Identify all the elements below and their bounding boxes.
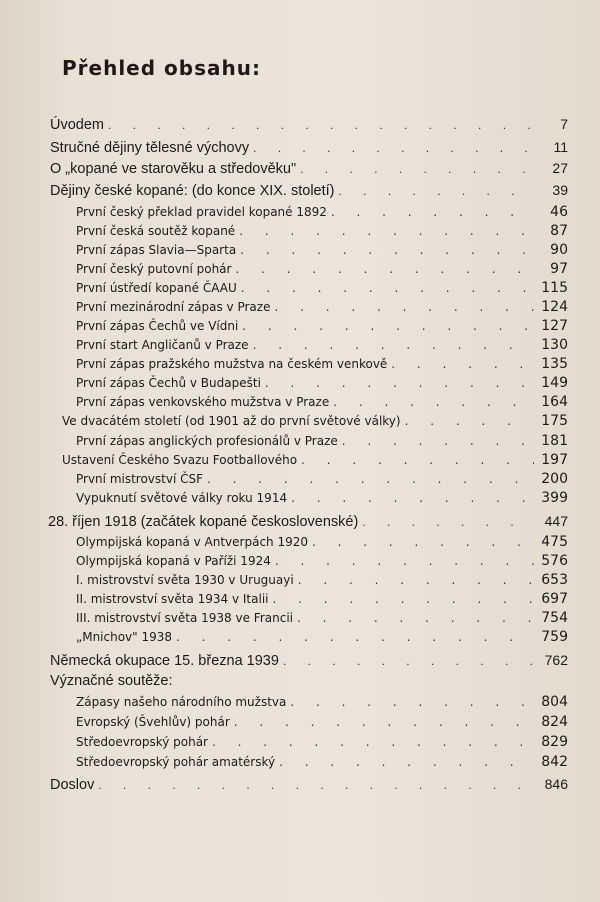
toc-entry-page: 754 <box>541 610 568 626</box>
leader-dots <box>253 338 534 352</box>
toc-subentry <box>76 714 568 730</box>
toc-entry-title: Středoevropský pohár amatérský <box>76 755 276 769</box>
toc-entry-page: 475 <box>541 534 568 550</box>
toc-subentry <box>76 433 568 449</box>
toc-entry <box>50 116 568 133</box>
leader-dots <box>300 162 534 176</box>
toc-entry-page: 824 <box>541 714 568 730</box>
toc-entry-title: Doslov <box>50 777 95 793</box>
toc-entry-title: I. mistrovství světa 1930 v Uruguayi <box>76 573 294 587</box>
toc-subentry <box>62 452 568 468</box>
toc-entry-title: Stručné dějiny tělesné výchovy <box>50 140 250 156</box>
leader-dots <box>342 434 534 448</box>
toc-subentry <box>76 204 568 220</box>
toc-subentry <box>62 413 568 429</box>
section-heading: Význačné soutěže: <box>50 673 173 689</box>
leader-dots <box>274 300 534 314</box>
toc-entry-page: 804 <box>541 694 568 710</box>
toc-entry-title: Olympijská kopaná v Antverpách 1920 <box>76 535 309 549</box>
toc-entry-title: Úvodem <box>50 117 104 133</box>
toc-subentry <box>76 394 568 410</box>
toc-entry-page: 653 <box>541 572 568 588</box>
toc-entry <box>50 182 568 199</box>
leader-dots <box>108 118 534 132</box>
leader-dots <box>391 357 534 371</box>
toc-subentry <box>76 318 568 334</box>
leader-dots <box>405 414 534 428</box>
leader-dots <box>234 715 534 729</box>
toc-entry-title: Německá okupace 15. března 1939 <box>50 653 279 669</box>
toc-subentry <box>76 299 568 315</box>
toc-entry-page: 124 <box>541 299 568 315</box>
toc-entry <box>50 160 568 177</box>
leader-dots <box>291 491 534 505</box>
toc-entry-page: 135 <box>541 356 568 372</box>
toc-entry-title: První česká soutěž kopané <box>76 224 236 238</box>
toc-entry-title: Ustavení Českého Svazu Footballového <box>62 453 298 467</box>
leader-dots <box>275 554 534 568</box>
toc-entry-page: 399 <box>541 490 568 506</box>
toc-entry-page: 90 <box>550 242 568 258</box>
toc-entry-title: O „kopané ve starověku a středověku" <box>50 161 297 177</box>
leader-dots <box>176 630 534 644</box>
toc-entry-page: 697 <box>541 591 568 607</box>
toc-entry-title: Zápasy našeho národního mužstva <box>76 695 287 709</box>
toc-entry-title: První zápas Čechů v Budapešti <box>76 376 261 390</box>
toc-subentry <box>76 280 568 296</box>
leader-dots <box>273 592 535 606</box>
leader-dots <box>235 262 534 276</box>
toc-subentry <box>76 553 568 569</box>
toc-entry-page: 130 <box>541 337 568 353</box>
leader-dots <box>283 654 534 668</box>
toc-entry-title: III. mistrovství světa 1938 ve Francii <box>76 611 293 625</box>
toc-entry <box>50 776 568 793</box>
leader-dots <box>242 319 534 333</box>
toc-subentry <box>76 223 568 239</box>
leader-dots <box>207 472 534 486</box>
toc-entry-page: 127 <box>541 318 568 334</box>
leader-dots <box>301 453 534 467</box>
toc-subentry <box>76 490 568 506</box>
toc-entry-title: Dějiny české kopané: (do konce XIX. století) <box>50 183 335 199</box>
toc-entry-page: 97 <box>550 261 568 277</box>
toc-subentry <box>76 610 568 626</box>
leader-dots <box>339 184 534 198</box>
toc-entry-page: 39 <box>552 182 568 198</box>
leader-dots <box>265 376 534 390</box>
toc-entry-title: II. mistrovství světa 1934 v Italii <box>76 592 269 606</box>
toc-entry-title: První český putovní pohár <box>76 262 232 276</box>
toc-entry-title: První zápas Slavia—Sparta <box>76 243 237 257</box>
leader-dots <box>298 573 534 587</box>
toc-entry-title: Olympijská kopaná v Paříži 1924 <box>76 554 271 568</box>
leader-dots <box>331 205 534 219</box>
toc-entry-title: Evropský (Švehlův) pohár <box>76 715 230 729</box>
leader-dots <box>297 611 534 625</box>
toc-subentry <box>76 694 568 710</box>
toc-subentry <box>76 591 568 607</box>
toc-entry-page: 115 <box>541 280 568 296</box>
toc-subentry <box>76 261 568 277</box>
toc-entry <box>50 139 568 156</box>
toc-entry-title: První mistrovství ČSF <box>76 472 204 486</box>
toc-entry <box>50 652 568 669</box>
leader-dots <box>239 224 534 238</box>
toc-entry-page: 11 <box>553 139 568 155</box>
leader-dots <box>253 141 534 155</box>
toc-entry-title: První zápas pražského mužstva na českém venkově <box>76 357 388 371</box>
toc-entry-title: První český překlad pravidel kopané 1892 <box>76 205 327 219</box>
toc-subentry <box>76 572 568 588</box>
toc-subentry <box>76 242 568 258</box>
leader-dots <box>212 735 534 749</box>
leader-dots <box>98 778 534 792</box>
toc-entry <box>48 513 568 530</box>
toc-entry-page: 149 <box>541 375 568 391</box>
leader-dots <box>290 695 534 709</box>
toc-entry-title: Ve dvacátém století (od 1901 až do první světové války) <box>62 414 401 428</box>
leader-dots <box>333 395 534 409</box>
toc-subentry <box>76 337 568 353</box>
toc-entry-page: 759 <box>541 629 568 645</box>
toc-subentry <box>76 375 568 391</box>
toc-entry-page: 87 <box>550 223 568 239</box>
leader-dots <box>240 243 534 257</box>
toc-entry-page: 829 <box>541 734 568 750</box>
leader-dots <box>279 755 534 769</box>
toc-entry-page: 846 <box>544 776 568 792</box>
toc-entry-page: 842 <box>541 754 568 770</box>
toc-entry-title: První zápas anglických profesionálů v Praze <box>76 434 338 448</box>
toc-entry-page: 181 <box>541 433 568 449</box>
toc-subentry <box>76 629 568 645</box>
toc-entry-title: První mezinárodní zápas v Praze <box>76 300 271 314</box>
toc-entry-title: „Mnichov" 1938 <box>76 630 173 644</box>
toc-subentry <box>76 471 568 487</box>
toc-entry-title: První zápas venkovského mužstva v Praze <box>76 395 330 409</box>
toc-entry-page: 175 <box>541 413 568 429</box>
toc-entry-title: První start Angličanů v Praze <box>76 338 249 352</box>
toc-entry-title: Vypuknutí světové války roku 1914 <box>76 491 288 505</box>
leader-dots <box>312 535 534 549</box>
toc-entry-title: 28. říjen 1918 (začátek kopané československé) <box>48 514 359 530</box>
toc-entry-page: 762 <box>544 652 568 668</box>
toc-entry-title: První ústředí kopané ČAAU <box>76 281 237 295</box>
toc-subentry <box>76 356 568 372</box>
toc-entry-page: 164 <box>541 394 568 410</box>
toc-entry-title: První zápas Čechů ve Vídni <box>76 319 239 333</box>
toc-entry-page: 576 <box>541 553 568 569</box>
toc-entry-page: 7 <box>560 116 568 132</box>
toc-entry-page: 200 <box>541 471 568 487</box>
leader-dots <box>241 281 534 295</box>
toc-entry-page: 46 <box>550 204 568 220</box>
leader-dots <box>362 515 534 529</box>
toc-subentry <box>76 734 568 750</box>
toc-subentry <box>76 754 568 770</box>
toc-entry-page: 447 <box>544 513 568 529</box>
toc-entry-page: 197 <box>541 452 568 468</box>
toc-entry-page: 27 <box>552 160 568 176</box>
page-title: Přehled obsahu: <box>62 56 261 80</box>
toc-subentry <box>76 534 568 550</box>
toc-entry-title: Středoevropský pohár <box>76 735 208 749</box>
